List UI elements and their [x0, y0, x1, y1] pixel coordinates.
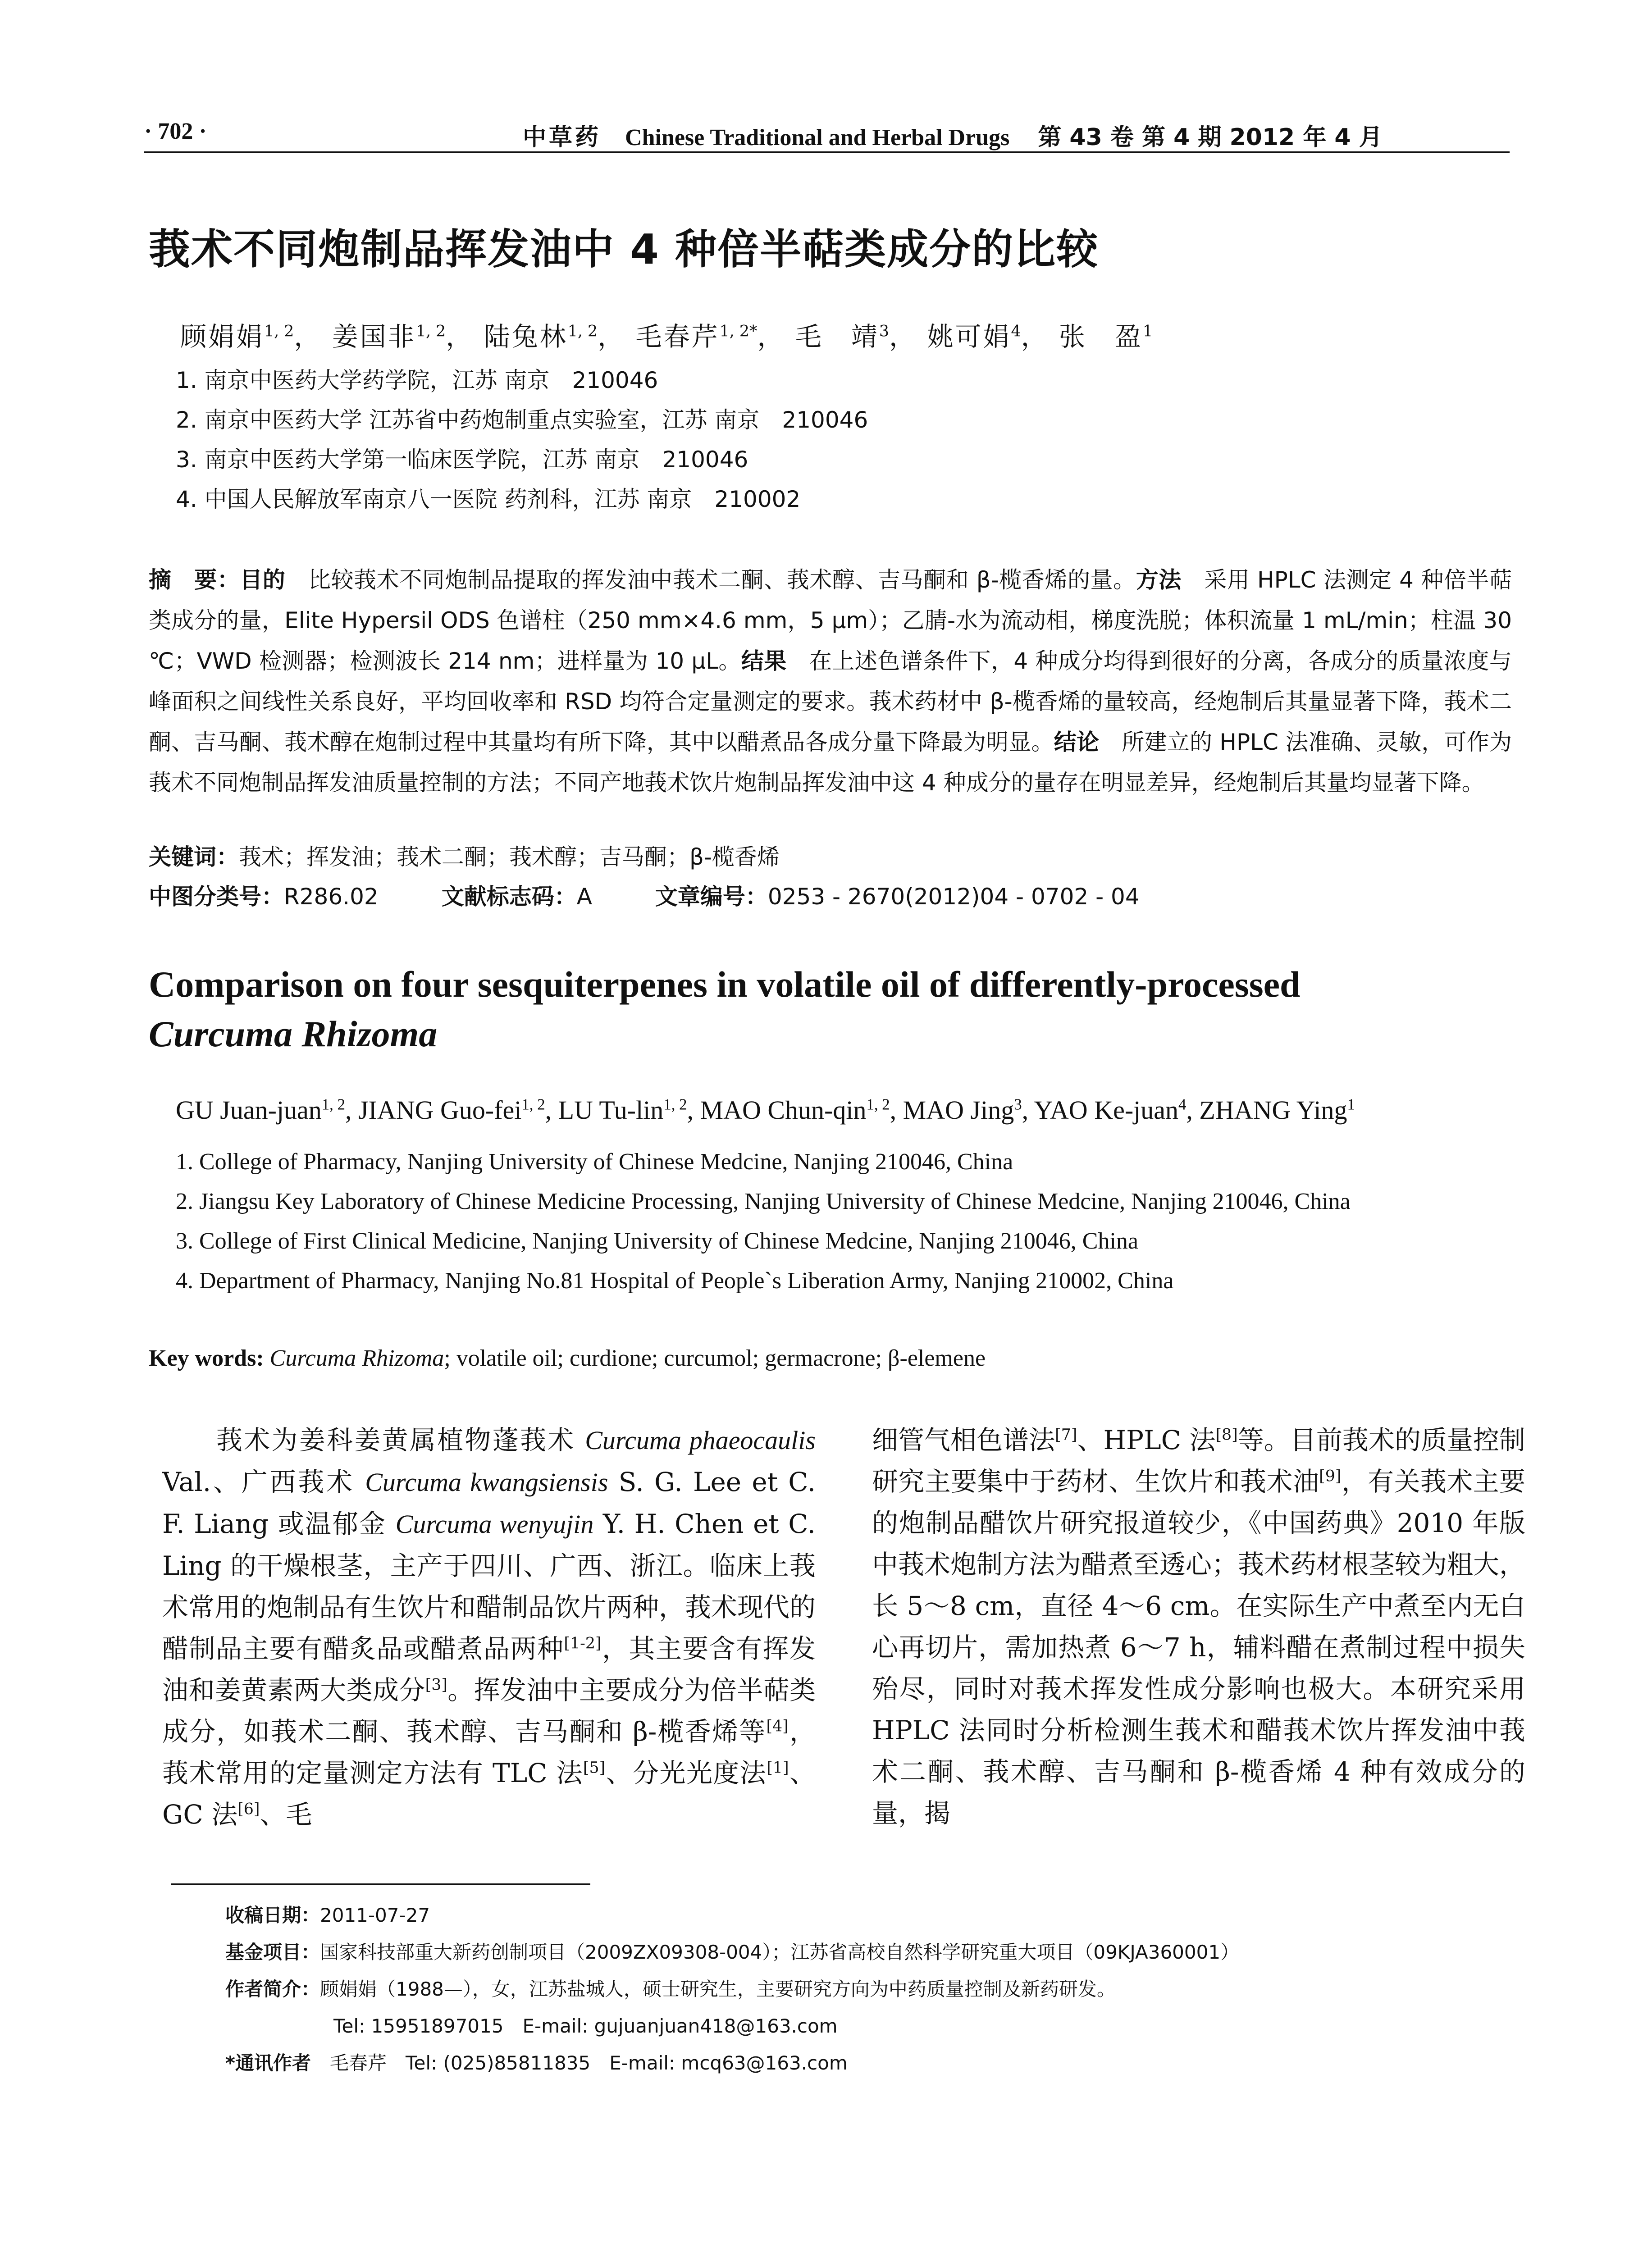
- species-name: Curcuma wenyujin: [395, 1509, 594, 1539]
- body-text: 细管气相色谱法: [872, 1425, 1055, 1455]
- footnote-text: 毛春芹 Tel: (025)85811835 E-mail: mcq63@163.com: [329, 2052, 848, 2074]
- results-label: 结果: [741, 648, 787, 674]
- affiliation: 3. 南京中医药大学第一临床医学院，江苏 南京 210046: [176, 447, 748, 473]
- body-text: Val.、广西莪术: [162, 1467, 365, 1497]
- author-name: 毛 靖: [795, 321, 879, 352]
- affiliation: 1. 南京中医药大学药学院，江苏 南京 210046: [176, 367, 658, 393]
- title-line: Comparison on four sesquiterpenes in volatile oil of differently-processed: [149, 964, 1301, 1005]
- body-text: ，莪术常用的定量测定方法有 TLC 法: [162, 1716, 816, 1788]
- keywords-text: ; volatile oil; curdione; curcumol; germacrone; β-elemene: [444, 1345, 986, 1371]
- species-name: Curcuma kwangsiensis: [365, 1468, 608, 1497]
- doc-code-value: A: [576, 884, 592, 910]
- author-affiliation-mark: 4: [1011, 322, 1021, 341]
- journal-name: [523, 118, 1401, 152]
- body-text: Y. H. Chen et C. Ling 的干燥根茎，主产于四川、广西、浙江。临床上莪术常用的炮制品有生饮片和醋制品饮片两种，莪术现代的醋制品主要有醋炙品或醋煮品两种: [162, 1509, 816, 1664]
- affiliation: 4. Department of Pharmacy, Nanjing No.81 Hospital of People`s Liberation Army, Nanjing 210002, China: [176, 1268, 1174, 1294]
- footnote-text: 2011-07-27: [320, 1904, 430, 1926]
- methods-text: 采用 HPLC 法测定 4 种倍半萜类成分的量，Elite Hypersil ODS 色谱柱（250 mm×4.6 mm，5 μm）；乙腈-水为流动相，梯度洗脱；体积流量 1 mL/min；柱温 30 ℃；VWD 检测器；检测波长 214 nm；进样量为 10 μL。: [149, 567, 1512, 674]
- body-column-right: [872, 1419, 1525, 1834]
- citation: [9]: [1319, 1467, 1342, 1486]
- paper-title-en: [149, 960, 1301, 1059]
- author-name: 张 盈: [1059, 321, 1143, 352]
- journal-name-cn: 中草药: [523, 124, 602, 151]
- body-text: 等。目前莪术的质量控制研究主要集中于药材、生饮片和莪术油: [872, 1425, 1525, 1497]
- body-column-left: [162, 1419, 816, 1835]
- author-list-en: GU Juan-juan$^{1, 2}$, JIANG Guo-fei$^{1, 2}$, LU Tu-lin$^{1, 2}$, MAO Chun-qin$^{1, 2}$, MAO Jing$^3$, YAO Ke-juan$^4$, ZHANG Ying$^1$: [176, 1095, 1355, 1125]
- body-text: 、毛: [260, 1799, 312, 1830]
- running-header: [144, 118, 1510, 154]
- journal-name-en: Chinese Traditional and Herbal Drugs: [625, 125, 1010, 150]
- author-name: JIANG Guo-fei: [358, 1095, 522, 1125]
- affiliation-list-cn: [176, 360, 868, 519]
- body-text: 、分光光度法: [605, 1758, 767, 1788]
- issue-info: 第 43 卷 第 4 期 2012 年 4 月: [1038, 124, 1383, 151]
- author-name: MAO Jing: [903, 1095, 1014, 1125]
- footnote-corresponding: [225, 2045, 1239, 2082]
- page-number: · 702 ·: [144, 119, 207, 144]
- footnotes: [225, 1897, 1239, 2082]
- conclusion-label: 结论: [1054, 729, 1100, 755]
- species-name: Curcuma phaeocaulis: [585, 1426, 816, 1455]
- author-affiliation-mark: 3: [1014, 1095, 1022, 1113]
- affiliation: 3. College of First Clinical Medicine, Nanjing University of Chinese Medcine, Nanjing 210046, China: [176, 1228, 1138, 1254]
- author-affiliation-mark: 1, 2: [264, 322, 294, 341]
- author-affiliation-mark: 1, 2: [321, 1095, 345, 1113]
- keywords-text: 莪术；挥发油；莪术二酮；莪术醇；吉马酮；β-榄香烯: [239, 844, 780, 870]
- citation: [3]: [425, 1676, 447, 1694]
- author-affiliation-mark: 1, 2: [415, 322, 446, 341]
- body-text: ，有关莪术主要的炮制品醋饮片研究报道较少，《中国药典》2010 年版中莪术炮制方法为醋煮至透心；莪术药材根茎较为粗大，长 5～8 cm，直径 4～6 cm。在实际生产中煮至内无白心再切片，需加热煮 6～7 h，辅料醋在煮制过程中损失殆尽，同时对莪术挥发性成分影响也极大。本研究采用 HPLC 法同时分析检测生莪术和醋莪术饮片挥发油中莪术二酮、莪术醇、吉马酮和 β-榄香烯 4 种有效成分的量，揭: [872, 1466, 1526, 1828]
- footnote-fund: [225, 1934, 1239, 1971]
- title-line-italic: Curcuma Rhizoma: [149, 1013, 438, 1054]
- author-name: 陆兔林: [484, 321, 568, 352]
- footnote-text: 顾娟娟（1988—），女，江苏盐城人，硕士研究生，主要研究方向为中药质量控制及新药研发。: [320, 1978, 1116, 2000]
- affiliation: 2. Jiangsu Key Laboratory of Chinese Medicine Processing, Nanjing University of Chinese Medcine, Nanjing 210046, China: [176, 1189, 1351, 1214]
- abstract-label: 摘 要：: [149, 567, 240, 593]
- footnote-author: [225, 1971, 1239, 2008]
- clc-label: 中图分类号：: [149, 884, 284, 910]
- body-text: 、GC 法: [162, 1758, 816, 1830]
- footnote-label: 收稿日期：: [225, 1904, 320, 1926]
- citation: [1-2]: [564, 1634, 602, 1653]
- keywords-label: 关键词：: [149, 844, 239, 870]
- author-name: 毛春芹: [635, 321, 720, 352]
- citation: [6]: [237, 1800, 260, 1819]
- author-name: MAO Chun-qin: [700, 1095, 867, 1125]
- abstract-cn: [149, 560, 1512, 803]
- keywords-cn: [149, 839, 780, 871]
- footnote-rule: [171, 1883, 590, 1885]
- citation: [1]: [767, 1759, 789, 1777]
- citation: [8]: [1215, 1426, 1238, 1444]
- author-affiliation-mark: 1, 2: [663, 1095, 687, 1113]
- conclusion-text: 所建立的 HPLC 法准确、灵敏，可作为莪术不同炮制品挥发油质量控制的方法；不同产地莪术饮片炮制品挥发油中这 4 种成分的量存在明显差异，经炮制后其量均显著下降。: [149, 729, 1512, 796]
- affiliation-list-en: [176, 1142, 1351, 1301]
- citation: [4]: [766, 1717, 789, 1736]
- body-text: ，其主要含有挥发油和姜黄素两大类成分: [162, 1633, 816, 1705]
- header-rule: [144, 151, 1510, 153]
- body-text: S. G. Lee et C. F. Liang 或温郁金: [162, 1467, 816, 1539]
- affiliation: 1. College of Pharmacy, Nanjing University of Chinese Medcine, Nanjing 210046, China: [176, 1149, 1013, 1175]
- author-affiliation-mark: 3: [879, 322, 889, 341]
- keyword-italic: Curcuma Rhizoma: [269, 1345, 444, 1371]
- paper-title-cn: 莪术不同炮制品挥发油中 4 种倍半萜类成分的比较: [149, 225, 1099, 274]
- author-name: LU Tu-lin: [558, 1095, 664, 1125]
- clc-value: R286.02: [284, 884, 379, 910]
- keywords-en: [149, 1345, 986, 1372]
- article-number-value: 0253 - 2670(2012)04 - 0702 - 04: [767, 884, 1140, 910]
- author-affiliation-mark: 1, 2*: [719, 322, 758, 341]
- author-affiliation-mark: 4: [1178, 1095, 1187, 1113]
- author-affiliation-mark: 1: [1143, 322, 1153, 341]
- affiliation: 4. 中国人民解放军南京八一医院 药剂科，江苏 南京 210002: [176, 486, 801, 512]
- objective-label: 目的: [240, 567, 286, 593]
- author-name: 姚可娟: [927, 321, 1011, 352]
- author-affiliation-mark: 1, 2: [567, 322, 598, 341]
- footnote-label: 基金项目：: [225, 1941, 320, 1963]
- body-text: 莪术为姜科姜黄属植物蓬莪术: [216, 1425, 585, 1455]
- article-number-label: 文章编号：: [655, 884, 768, 910]
- footnote-label: 作者简介：: [225, 1978, 320, 2000]
- objective-text: 比较莪术不同炮制品提取的挥发油中莪术二酮、莪术醇、吉马酮和 β-榄香烯的量。: [308, 567, 1136, 593]
- body-text: 、HPLC 法: [1077, 1425, 1216, 1455]
- citation: [7]: [1055, 1426, 1077, 1444]
- footnote-received: [225, 1897, 1239, 1934]
- author-name: YAO Ke-juan: [1034, 1095, 1178, 1125]
- author-affiliation-mark: 1: [1347, 1095, 1355, 1113]
- keywords-label: Key words:: [149, 1345, 264, 1371]
- classification-line: [149, 879, 1140, 911]
- affiliation: 2. 南京中医药大学 江苏省中药炮制重点实验室，江苏 南京 210046: [176, 407, 868, 433]
- author-name: GU Juan-juan: [176, 1095, 322, 1125]
- footnote-label: *通讯作者: [225, 2052, 311, 2074]
- doc-code-label: 文献标志码：: [441, 884, 577, 910]
- author-list-cn: 顾娟娟$^{1, 2}$， 姜国非$^{1, 2}$， 陆兔林$^{1, 2}$， 毛春芹$^{1, 2*}$， 毛 靖$^3$， 姚可娟$^4$， 张 盈$^1$: [180, 321, 1153, 352]
- footnote-author-contact: Tel: 15951897015 E-mail: gujuanjuan418@163.com: [333, 2015, 838, 2037]
- body-text: 。挥发油中主要成分为倍半萜类成分，如莪术二酮、莪术醇、吉马酮和 β-榄香烯等: [162, 1675, 816, 1747]
- author-name: 顾娟娟: [180, 321, 265, 352]
- methods-label: 方法: [1136, 567, 1182, 593]
- author-affiliation-mark: 1, 2: [521, 1095, 545, 1113]
- author-name: 姜国非: [332, 321, 416, 352]
- results-text: 在上述色谱条件下，4 种成分均得到很好的分离，各成分的质量浓度与峰面积之间线性关系良好，平均回收率和 RSD 均符合定量测定的要求。莪术药材中 β-榄香烯的量较高，经炮制后其量显著下降，莪术二酮、吉马酮、莪术醇在炮制过程中其量均有所下降，其中以醋煮品各成分量下降最为明显。: [149, 648, 1512, 755]
- author-name: ZHANG Ying: [1199, 1095, 1347, 1125]
- author-affiliation-mark: 1, 2: [866, 1095, 890, 1113]
- footnote-text: 国家科技部重大新药创制项目（2009ZX09308-004）；江苏省高校自然科学研究重大项目（09KJA360001）: [320, 1941, 1240, 1963]
- citation: [5]: [583, 1759, 606, 1777]
